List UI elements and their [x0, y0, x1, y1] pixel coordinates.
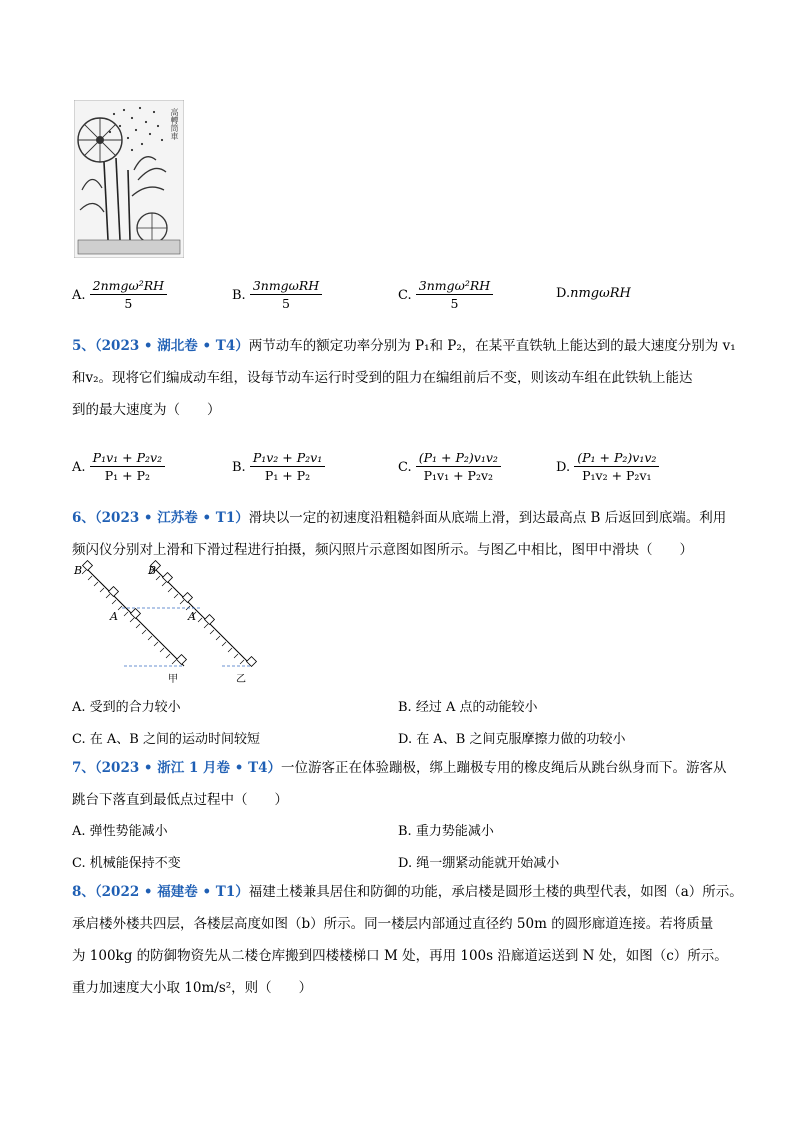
block [83, 561, 93, 571]
block [131, 609, 141, 619]
incline-diagram [72, 560, 272, 688]
q5-option-d[interactable]: D. $\frac{\text{(P₁ + P₂)v₁v₂}}{\text{P₁v₂ + P₂v₁}}$ [556, 450, 659, 485]
q6-option-a[interactable]: A. 受到的合力较小 [72, 700, 181, 715]
q4-option-a[interactable]: A. $\frac{\text{2nmgω²RH}}{5}$ [72, 278, 167, 313]
q5-option-c[interactable]: C. $\frac{\text{(P₁ + P₂)v₁v₂}}{\text{P₁v₁ + P₂v₂}}$ [398, 450, 501, 485]
incline-figure [72, 560, 272, 688]
q4-option-d[interactable]: D.nmgωRH [556, 286, 631, 301]
block [247, 657, 257, 667]
q7-option-b[interactable]: B. 重力势能减小 [398, 824, 494, 839]
q6-stem: 6、（2023 • 江苏卷 • T1）滑块以一定的初速度沿粗糙斜面从底端上滑，到达最高点 B 后返回到底端。利用 频闪仪分别对上滑和下滑过程进行拍摄，频闪照片示意图如图所示。与图乙中相比，图甲中滑块（ ） [72, 510, 727, 558]
block [163, 573, 173, 583]
q5-option-a[interactable]: A. $\frac{\text{P₁v₁ + P₂v₂}}{\text{P₁ + P₂}}$ [72, 450, 165, 485]
water-wheel-painting [74, 100, 184, 258]
caption-jia: 甲 [168, 674, 178, 685]
incline-yi [150, 561, 256, 667]
q6-option-b[interactable]: B. 经过 A 点的动能较小 [398, 700, 538, 715]
q5-stem: 5、（2023 • 湖北卷 • T4）两节动车的额定功率分别为 P₁和 P₂，在某平直铁轨上能达到的最大速度分别为 v₁ 和v₂。现将它们编成动车组，设每节动车运行时受到的阻力在编组前后不变，则该动车组在此铁轨上能达 到的最大速度为（ ） [72, 338, 736, 418]
q4-option-c[interactable]: C. $\frac{\text{3nmgω²RH}}{5}$ [398, 278, 493, 313]
q7-option-d[interactable]: D. 绳一绷紧动能就开始减小 [398, 856, 560, 871]
label-a-yi: A [188, 610, 196, 623]
block [183, 593, 193, 603]
label-b-jia: B [74, 564, 83, 577]
q5-option-b[interactable]: B. $\frac{\text{P₁v₂ + P₂v₁}}{\text{P₁ + P₂}}$ [232, 450, 325, 485]
q6-option-c[interactable]: C. 在 A、B 之间的运动时间较短 [72, 732, 260, 747]
painting-caption: 高轉筒車 [170, 108, 179, 140]
q8-stem: 8、（2022 • 福建卷 • T1）福建土楼兼具居住和防御的功能，承启楼是圆形土楼的典型代表，如图（a）所示。 承启楼外楼共四层，各楼层高度如图（b）所示。同一楼层内部通过直径约 50m 的圆形廊道连接。若将质量 为 100kg 的防御物资先从二楼仓库搬到四楼楼梯口 M 处，再用 100s 沿廊道运送到 N 处，如图（c）所示。 重力加速度大小取 10m/s²，则（ ） [72, 884, 743, 996]
block [205, 615, 215, 625]
q7-stem: 7、（2023 • 浙江 1 月卷 • T4）一位游客正在体验蹦极，绑上蹦极专用的橡皮绳后从跳台纵身而下。游客从 跳台下落直到最低点过程中（ ） [72, 760, 727, 808]
q7-option-c[interactable]: C. 机械能保持不变 [72, 856, 181, 871]
q7-option-a[interactable]: A. 弹性势能减小 [72, 824, 168, 839]
block [109, 587, 119, 597]
caption-yi: 乙 [236, 674, 246, 685]
label-b-yi: B [148, 564, 157, 577]
q4-option-b[interactable]: B. $\frac{\text{3nmgωRH}}{5}$ [232, 278, 322, 313]
block [177, 655, 187, 665]
label-a-jia: A [110, 610, 118, 623]
q6-option-d[interactable]: D. 在 A、B 之间克服摩擦力做的功较小 [398, 732, 626, 747]
